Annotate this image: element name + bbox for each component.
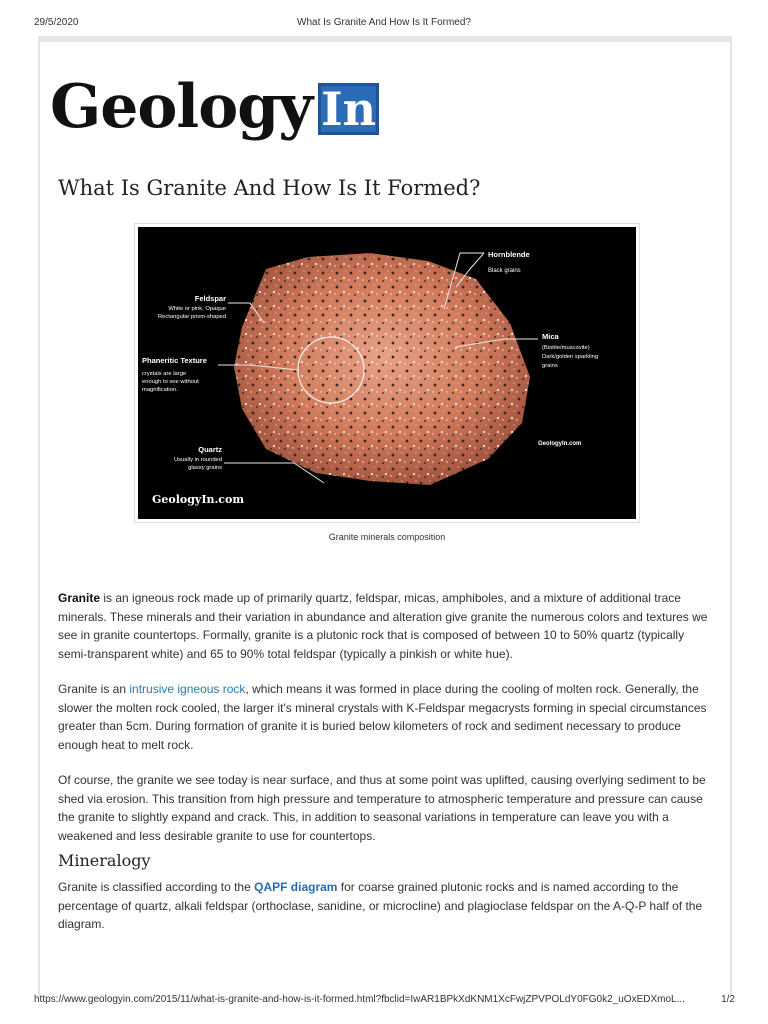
article-title: What Is Granite And How Is It Formed? xyxy=(58,176,481,200)
paragraph-uplift: Of course, the granite we see today is near surface, and thus at some point was uplifted, causing overlying sediment to be shed via erosion. This transition from high pressure and temperature to atmospheric temperature and pressure can cause the granite to slightly expand and crack. This, in addition to seasonal variations in temperature can leave you with a weakened and less desirable granite to use for countertops. xyxy=(58,773,706,843)
svg-text:Rectangular prism-shaped: Rectangular prism-shaped xyxy=(158,314,226,320)
svg-text:Dark/golden sparkling: Dark/golden sparkling xyxy=(542,354,599,360)
article-page xyxy=(38,36,732,996)
figure-caption: Granite minerals composition xyxy=(328,532,446,542)
paragraph-mineralogy xyxy=(58,878,712,934)
svg-text:Hornblende: Hornblende xyxy=(488,250,530,259)
paragraph-intrusive xyxy=(58,680,712,754)
section-heading-mineralogy: Mineralogy xyxy=(58,851,151,870)
print-date: 29/5/2020 xyxy=(34,17,79,28)
logo-wordmark: Geology xyxy=(50,72,313,142)
site-logo[interactable] xyxy=(50,68,377,146)
svg-text:Usually in rounded: Usually in rounded xyxy=(173,457,222,463)
paragraph-granite-intro xyxy=(58,589,712,663)
granite-diagram xyxy=(138,227,636,519)
print-header xyxy=(0,0,768,36)
svg-text:Phaneritic Texture: Phaneritic Texture xyxy=(142,356,207,365)
print-footer xyxy=(0,992,768,1016)
svg-text:Quartz: Quartz xyxy=(198,445,222,454)
svg-text:White or pink, Opaque: White or pink, Opaque xyxy=(168,306,226,312)
svg-text:(Biotite/muscovite): (Biotite/muscovite) xyxy=(542,345,590,351)
term-granite: Granite xyxy=(58,591,101,605)
qapf-diagram-link[interactable]: QAPF diagram xyxy=(254,880,338,894)
logo-in-badge: In xyxy=(318,83,379,135)
print-page-number: 1/2 xyxy=(721,994,735,1005)
paragraph-text: , which means it was formed in place during the cooling of molten rock. Generally, the slower the molten rock cooled, the larger it's mineral crystals with K-Feldspar megacrysts forming in special circumstances greater than 5cm. During formation of granite it is buried below kilometers of rock and sediment necessary to produce enough heat to melt rock. xyxy=(58,682,707,752)
svg-text:glassy grains: glassy grains xyxy=(188,465,222,471)
svg-text:magnification.: magnification. xyxy=(142,387,178,393)
svg-text:Black grains: Black grains xyxy=(488,268,521,274)
paragraph-text: is an igneous rock made up of primarily quartz, feldspar, micas, amphiboles, and a mixture of additional trace minerals. These minerals and their variation in abundance and alteration give granite the numerous colors and textures we see in granite countertops. Formally, granite is a plutonic rock that is composed of between 10 to 50% quartz (typically semi-transparent white) and 65 to 90% total feldspar (typically a pinkish or white hue). xyxy=(58,591,708,661)
svg-text:crystals are large: crystals are large xyxy=(142,371,187,377)
print-page-title: What Is Granite And How Is It Formed? xyxy=(297,17,471,28)
paragraph-text: for coarse grained plutonic rocks and is named according to the percentage of quartz, alkali feldspar (orthoclase, sanidine, or microcline) and plagioclase feldspar on the A-Q-P half of the diagram. xyxy=(58,880,703,932)
print-url: https://www.geologyin.com/2015/11/what-is-granite-and-how-is-it-formed.html?fbclid=IwAR1BPkXdKNM1XcFwjZPVPOLdY0FG0k2_uOxEDXmoL... xyxy=(34,994,685,1005)
svg-text:Mica: Mica xyxy=(542,332,559,341)
intrusive-igneous-rock-link[interactable]: intrusive igneous rock xyxy=(129,682,246,696)
svg-text:grains: grains xyxy=(542,363,558,369)
paragraph-text: Granite is classified according to the xyxy=(58,880,255,894)
svg-text:Feldspar: Feldspar xyxy=(194,294,226,303)
granite-figure xyxy=(134,223,640,523)
figure-watermark: GeologyIn.com xyxy=(538,441,582,447)
figure-brand: GeologyIn.com xyxy=(152,493,244,506)
paragraph-text: Granite is an xyxy=(58,682,130,696)
svg-text:enough to see without: enough to see without xyxy=(142,379,199,385)
